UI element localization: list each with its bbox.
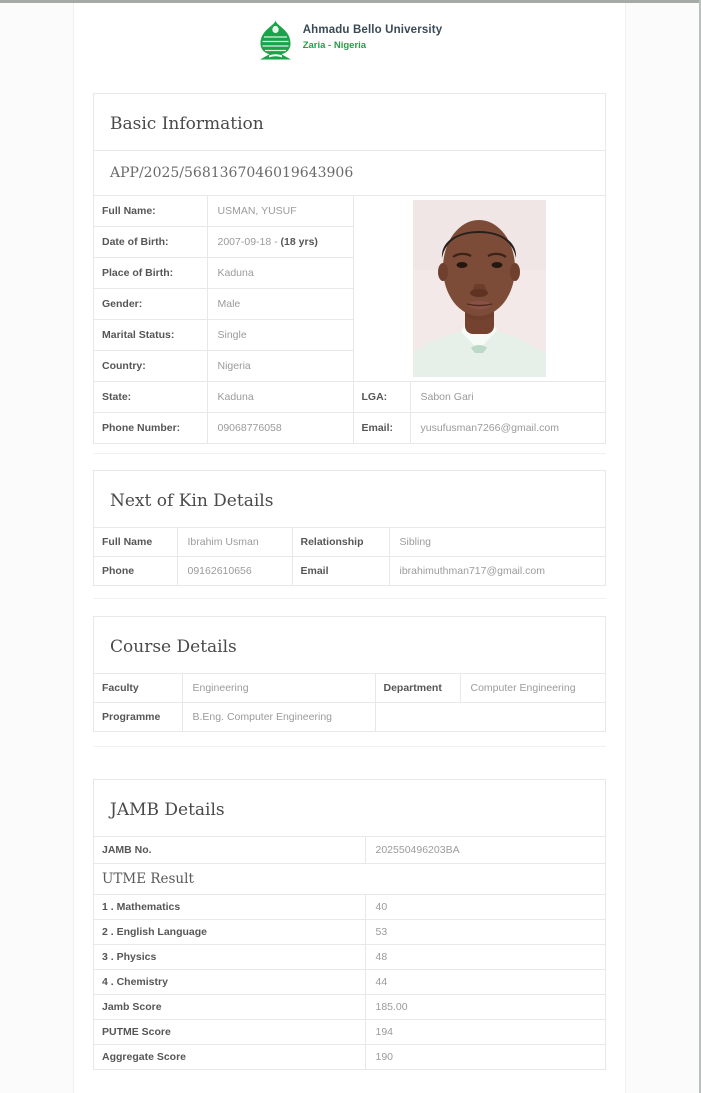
subject-label: 4 . Chemistry bbox=[94, 970, 365, 995]
university-name: Ahmadu Bello University bbox=[302, 24, 443, 36]
subject-label: 1 . Mathematics bbox=[94, 895, 365, 920]
email-value: yusufusman7266@gmail.com bbox=[410, 413, 605, 444]
table-row bbox=[94, 837, 605, 864]
section-divider bbox=[93, 598, 606, 599]
table-row bbox=[94, 413, 605, 444]
jamb-no-label: JAMB No. bbox=[102, 844, 152, 856]
university-location: Zaria - Nigeria bbox=[302, 40, 367, 51]
country-label: Country: bbox=[94, 351, 207, 382]
applicant-photo-cell bbox=[353, 196, 605, 382]
kin-relationship-label: Relationship bbox=[292, 528, 389, 557]
state-value: Kaduna bbox=[207, 382, 353, 413]
marital-status-label: Marital Status: bbox=[94, 320, 207, 351]
aggregate-score-value: 190 bbox=[365, 1045, 605, 1070]
table-row bbox=[94, 196, 605, 227]
kin-email-value: ibrahimuthman717@gmail.com bbox=[389, 557, 605, 586]
subject-score: 40 bbox=[365, 895, 605, 920]
programme-label: Programme bbox=[94, 703, 182, 732]
faculty-value: Engineering bbox=[182, 674, 375, 703]
jamb-details-section bbox=[93, 779, 606, 1070]
subject-score: 48 bbox=[365, 945, 605, 970]
course-details-title: Course Details bbox=[94, 617, 605, 674]
kin-email-label: Email bbox=[292, 557, 389, 586]
basic-information-section bbox=[93, 93, 606, 444]
kin-full-name-value: Ibrahim Usman bbox=[177, 528, 292, 557]
lga-label: LGA: bbox=[353, 382, 410, 413]
utme-result-title: UTME Result bbox=[94, 864, 605, 895]
table-row bbox=[94, 920, 605, 945]
kin-phone-label: Phone bbox=[94, 557, 177, 586]
application-number: APP/2025/5681367046019643906 bbox=[94, 151, 605, 196]
jamb-number-table bbox=[94, 837, 605, 894]
full-name-value: USMAN, YUSUF bbox=[207, 196, 353, 227]
utme-result-table bbox=[94, 894, 605, 1069]
basic-information-title: Basic Information bbox=[94, 94, 605, 151]
kin-full-name-label: Full Name bbox=[102, 536, 153, 548]
gender-value: Male bbox=[207, 289, 353, 320]
application-summary-card bbox=[73, 3, 626, 1093]
department-value: Computer Engineering bbox=[460, 674, 605, 703]
aggregate-score-label: Aggregate Score bbox=[94, 1045, 365, 1070]
jamb-details-title: JAMB Details bbox=[94, 780, 605, 837]
table-row bbox=[94, 1020, 605, 1045]
table-row bbox=[94, 382, 605, 413]
table-row bbox=[94, 895, 605, 920]
table-row bbox=[94, 703, 605, 732]
department-label: Department bbox=[375, 674, 460, 703]
jamb-no-value: 202550496203BA bbox=[365, 837, 605, 864]
table-row bbox=[94, 864, 605, 895]
table-row bbox=[94, 995, 605, 1020]
lga-value: Sabon Gari bbox=[410, 382, 605, 413]
subject-label: 3 . Physics bbox=[94, 945, 365, 970]
phone-number-value: 09068776058 bbox=[207, 413, 353, 444]
marital-status-value: Single bbox=[207, 320, 353, 351]
age-value: (18 yrs) bbox=[280, 236, 318, 248]
applicant-photo bbox=[413, 200, 546, 377]
gender-label: Gender: bbox=[94, 289, 207, 320]
section-divider bbox=[93, 453, 606, 454]
table-row bbox=[94, 674, 605, 703]
basic-information-table bbox=[94, 196, 605, 443]
course-details-section bbox=[93, 616, 606, 732]
jamb-score-value: 185.00 bbox=[365, 995, 605, 1020]
next-of-kin-title: Next of Kin Details bbox=[94, 471, 605, 528]
subject-score: 44 bbox=[365, 970, 605, 995]
putme-score-label: PUTME Score bbox=[94, 1020, 365, 1045]
date-of-birth-label: Date of Birth: bbox=[94, 227, 207, 258]
table-row bbox=[94, 528, 605, 557]
faculty-label: Faculty bbox=[102, 682, 139, 694]
place-of-birth-label: Place of Birth: bbox=[94, 258, 207, 289]
empty-cell bbox=[375, 703, 605, 732]
next-of-kin-section bbox=[93, 470, 606, 586]
email-label: Email: bbox=[353, 413, 410, 444]
putme-score-value: 194 bbox=[365, 1020, 605, 1045]
table-row bbox=[94, 557, 605, 586]
country-value: Nigeria bbox=[207, 351, 353, 382]
table-row bbox=[94, 970, 605, 995]
table-row bbox=[94, 945, 605, 970]
university-logo-icon bbox=[257, 20, 294, 62]
place-of-birth-value: Kaduna bbox=[207, 258, 353, 289]
date-of-birth-value: 2007-09-18 - (18 yrs) bbox=[207, 227, 353, 258]
course-details-table bbox=[94, 674, 605, 731]
state-label: State: bbox=[94, 382, 207, 413]
full-name-label: Full Name: bbox=[102, 205, 156, 217]
subject-score: 53 bbox=[365, 920, 605, 945]
subject-label: 2 . English Language bbox=[94, 920, 365, 945]
next-of-kin-table bbox=[94, 528, 605, 585]
kin-relationship-value: Sibling bbox=[389, 528, 605, 557]
phone-number-label: Phone Number: bbox=[94, 413, 207, 444]
jamb-score-label: Jamb Score bbox=[94, 995, 365, 1020]
table-row bbox=[94, 1045, 605, 1070]
kin-phone-value: 09162610656 bbox=[177, 557, 292, 586]
programme-value: B.Eng. Computer Engineering bbox=[182, 703, 375, 732]
section-divider bbox=[93, 746, 606, 747]
university-header bbox=[74, 3, 625, 93]
